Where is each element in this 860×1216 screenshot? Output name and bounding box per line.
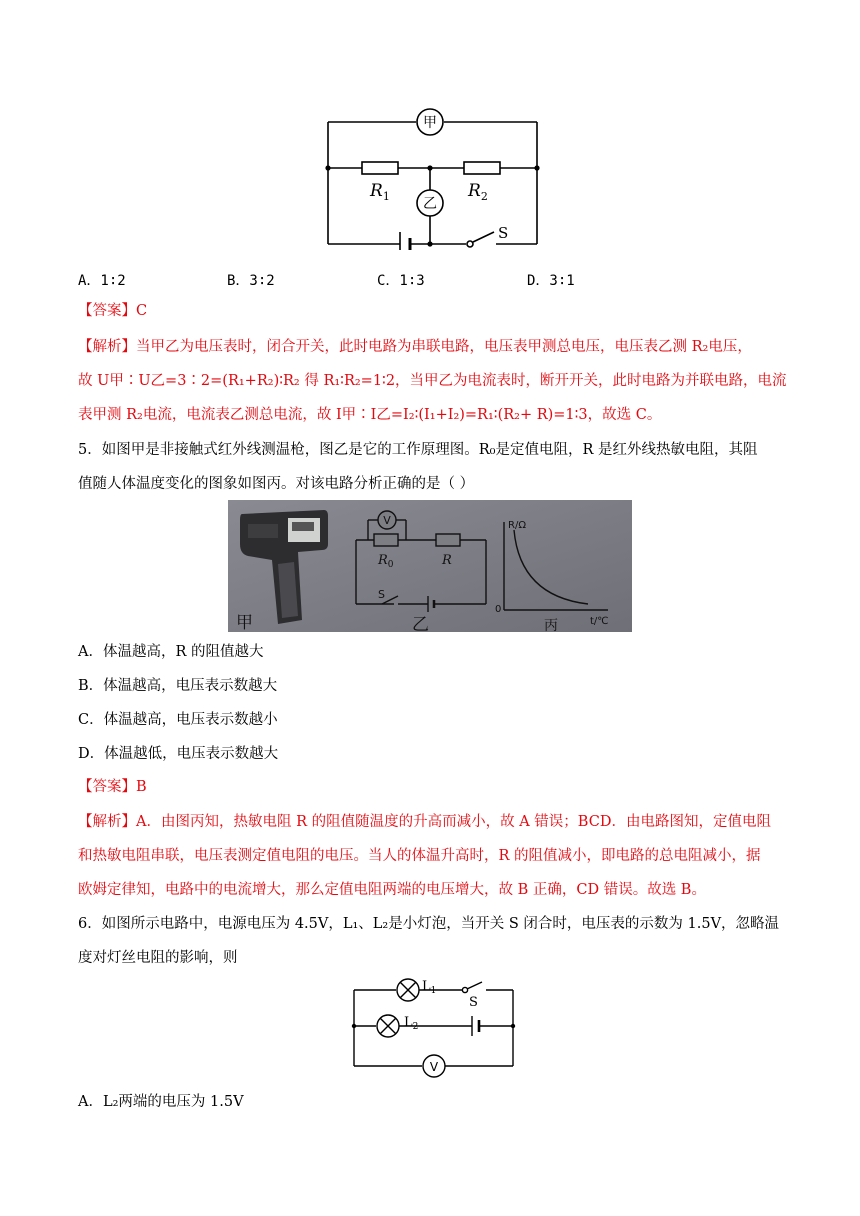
q4-option-c: C．1∶3 xyxy=(377,273,425,289)
svg-text:R2 xyxy=(467,181,488,203)
switch-s-label: S xyxy=(378,588,385,601)
label-yi: 乙 xyxy=(412,615,429,632)
switch-label: S xyxy=(498,224,509,242)
q4-answer-value: C xyxy=(136,303,148,319)
q5-stem-line-1: 5．如图甲是非接触式红外线测温枪，图乙是它的工作原理图。R₀是定值电阻，R 是红外线热敏电阻，其阻 xyxy=(78,442,758,458)
q5-analysis-tag: 【解析】 xyxy=(78,814,136,830)
l2-label: L xyxy=(404,1015,413,1030)
q5-figure-drawing xyxy=(228,500,632,632)
x-axis-label: t/℃ xyxy=(590,616,609,627)
q4-analysis-line-3: 表甲测 R₂电流，电流表乙测总电流，故 I甲∶I乙=I₂∶(I₁+I₂)=R₁∶(R₂+ R)=1∶3，故选 C。 xyxy=(78,407,662,423)
q5-answer-value: B xyxy=(136,779,147,795)
meter-jia-label: 甲 xyxy=(423,115,437,131)
q4-option-a: A．1∶2 xyxy=(78,273,126,289)
label-jia: 甲 xyxy=(236,613,253,632)
q5-option-c: C．体温越高，电压表示数越小 xyxy=(78,712,278,728)
q5-analysis-line-1 xyxy=(78,812,788,832)
l1-subscript: 1 xyxy=(430,986,437,996)
q4-circuit-diagram xyxy=(318,104,548,250)
q6-circuit-diagram xyxy=(348,974,520,1078)
r1-label: R xyxy=(370,181,383,201)
q5-option-a: A．体温越高，R 的阻值越大 xyxy=(78,644,264,660)
svg-text:R1 xyxy=(369,181,390,203)
l1-label: L xyxy=(422,979,431,994)
meter-v-label: V xyxy=(383,514,391,527)
q4-option-d: D．3∶1 xyxy=(527,273,575,289)
origin-label: 0 xyxy=(495,604,502,615)
q6-voltmeter-label: V xyxy=(429,1060,439,1074)
q6-stem-line-2: 度对灯丝电阻的影响，则 xyxy=(78,950,238,966)
q4-answer-tag: 【答案】 xyxy=(78,303,136,319)
q5-analysis-line-2: 和热敏电阻串联，电压表测定值电阻的电压。当人的体温升高时，R 的阻值减小，即电路的总电阻减小，据 xyxy=(78,848,761,864)
r0-label: R xyxy=(378,553,388,568)
q4-analysis-line-1 xyxy=(78,337,788,357)
q5-analysis-text-1: A．由图丙知，热敏电阻 R 的阻值随温度的升高而减小，故 A 错误；BCD．由电路图知，定值电阻 xyxy=(136,814,771,830)
label-bing: 丙 xyxy=(544,618,558,632)
q5-analysis-line-3: 欧姆定律知，电路中的电流增大，那么定值电阻两端的电压增大，故 B 正确，CD 错误。故选 B。 xyxy=(78,882,706,898)
r-label: R xyxy=(442,553,452,568)
q4-analysis-tag: 【解析】 xyxy=(78,339,136,355)
r0-subscript: 0 xyxy=(387,560,394,570)
r1-subscript: 1 xyxy=(382,190,390,203)
q5-option-d: D．体温越低，电压表示数越大 xyxy=(78,746,279,762)
svg-text:L2 xyxy=(404,1015,418,1032)
q5-answer xyxy=(78,777,788,797)
r2-subscript: 2 xyxy=(480,190,488,203)
q5-figure-photo xyxy=(228,500,632,632)
l2-subscript: 2 xyxy=(412,1022,419,1032)
meter-yi-label: 乙 xyxy=(423,196,437,212)
svg-text:L1 xyxy=(422,979,436,996)
q4-option-b: B．3∶2 xyxy=(227,273,275,289)
q6-switch-label: S xyxy=(469,995,478,1010)
q6-option-a: A．L₂两端的电压为 1.5V xyxy=(78,1094,244,1110)
q5-answer-tag: 【答案】 xyxy=(78,779,136,795)
q4-analysis-text-1: 当甲乙为电压表时，闭合开关，此时电路为串联电路，电压表甲测总电压，电压表乙测 R₂电压， xyxy=(136,339,752,355)
y-axis-label: R/Ω xyxy=(508,520,526,531)
q5-option-b: B．体温越高，电压表示数越大 xyxy=(78,678,278,694)
r2-label: R xyxy=(468,181,481,201)
q4-analysis-line-2: 故 U甲∶U乙=3∶2=(R₁+R₂)∶R₂ 得 R₁∶R₂=1∶2，当甲乙为电流表时，断开开关，此时电路为并联电路，电流 xyxy=(78,373,787,389)
q5-stem-line-2: 值随人体温度变化的图象如图丙。对该电路分析正确的是（ ） xyxy=(78,476,475,492)
q4-answer xyxy=(78,301,788,321)
q6-stem-line-1: 6．如图所示电路中，电源电压为 4.5V，L₁、L₂是小灯泡，当开关 S 闭合时，电压表的示数为 1.5V，忽略温 xyxy=(78,916,780,932)
